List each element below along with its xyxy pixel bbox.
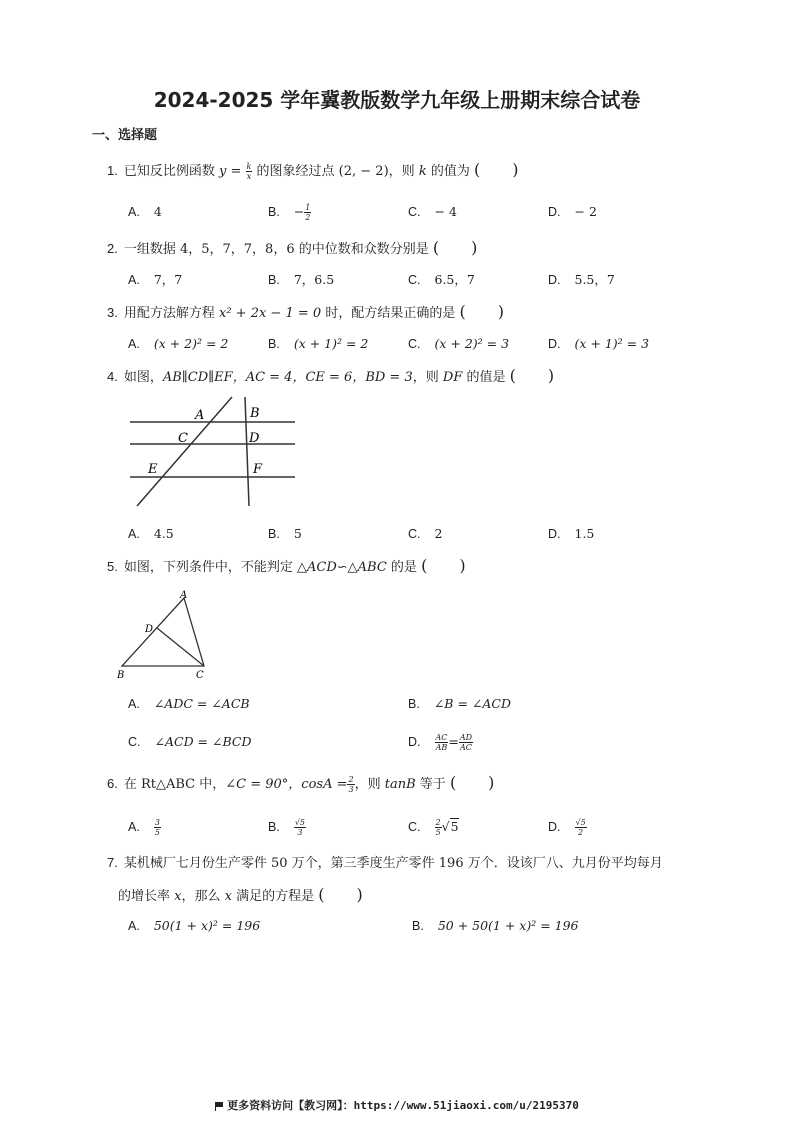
option-b: B. 5 — [268, 526, 302, 541]
transversal-bdf — [245, 397, 249, 506]
answer-blank: ( ) — [474, 160, 519, 179]
option-d: D. $\frac{√5}{2}$ — [548, 818, 586, 837]
label-e: E — [148, 462, 158, 477]
option-b: B. 7，6.5 — [268, 272, 335, 287]
transversal-ace — [137, 397, 232, 506]
question-7: 7. 某机械厂七月份生产零件 50 万个，第三季度生产零件 196 万个．设该厂八、九月份平均每月 — [107, 855, 663, 871]
question-2: 2. 一组数据 4，5，7，7，8，6 的中位数和众数分别是 ( ) — [107, 238, 478, 257]
label-a: A — [180, 590, 188, 601]
question-4: 4. 如图，AB∥CD∥EF，AC = 4，CE = 6，BD = 3，则 DF 的值是 ( ) — [107, 366, 555, 385]
answer-blank: ( ) — [509, 366, 555, 385]
footer-link[interactable]: 更多资料访问【教习网】：https://www.51jiaoxi.com/u/2195370 — [0, 1097, 794, 1113]
label-f: F — [253, 462, 263, 477]
label-a: A — [195, 408, 205, 423]
option-c: C. $\frac{2}{5}$ √5 — [408, 818, 459, 837]
page-title: 2024-2025 学年冀教版数学九年级上册期末综合试卷 — [153, 88, 641, 112]
option-a: A. 50(1 + x)² = 196 — [128, 918, 261, 933]
option-b: B. $\frac{√5}{3}$ — [268, 818, 305, 837]
question-5: 5. 如图，下列条件中，不能判定 △ACD∽△ABC 的是 ( ) — [107, 556, 466, 575]
question-6: 6. 在 Rt△ABC 中，∠C = 90°，cosA = $\frac{2}{3}$ ，则 tanB 等于 ( ) — [107, 773, 495, 794]
flag-icon — [215, 1102, 223, 1111]
label-c: C — [178, 431, 188, 446]
answer-blank: ( ) — [449, 773, 495, 792]
question-3: 3. 用配方法解方程 x² + 2x − 1 = 0 时，配方结果正确的是 ( ) — [107, 302, 504, 321]
label-d: D — [249, 431, 260, 446]
option-b: B. − $\frac{1}{2}$ — [268, 203, 311, 222]
fraction-k-over-x: $\frac{k}{x}$ — [246, 162, 252, 181]
option-c: C. 2 — [408, 526, 443, 541]
option-b: B. 50 + 50(1 + x)² = 196 — [412, 918, 579, 933]
question-number: 1. — [107, 163, 118, 178]
answer-blank: ( ) — [318, 885, 363, 904]
question-7-line-2: 的增长率 x，那么 x 满足的方程是 ( ) — [118, 885, 363, 904]
parallel-lines-figure — [125, 392, 300, 510]
label-b: B — [250, 406, 260, 421]
option-d: D. − 2 — [548, 204, 597, 219]
answer-blank: ( ) — [432, 238, 478, 257]
option-c: C. − 4 — [408, 204, 457, 219]
option-d: D. $\frac{AC}{AB}$ = $\frac{AD}{AC}$ — [408, 733, 473, 752]
question-1: 1. 已知反比例函数 y = $\frac{k}{x}$ 的图象经过点 (2, − 2)，则 k 的值为 ( ) — [107, 160, 519, 181]
option-a: A. $\frac{3}{5}$ — [128, 818, 160, 837]
label-c: C — [196, 670, 204, 681]
label-b: B — [117, 670, 125, 681]
option-d: D. 1.5 — [548, 526, 595, 541]
option-c: C. 6.5，7 — [408, 272, 475, 287]
segment-cd — [157, 628, 204, 666]
option-a: A. ∠ADC = ∠ACB — [128, 696, 250, 711]
option-a: A. 4.5 — [128, 526, 174, 541]
option-d: D. (x + 1)² = 3 — [548, 336, 650, 351]
option-c: C. ∠ACD = ∠BCD — [128, 734, 252, 749]
answer-blank: ( ) — [421, 556, 466, 575]
option-b: B. ∠B = ∠ACD — [408, 696, 511, 711]
option-a: A. 4 — [128, 204, 162, 219]
option-b: B. (x + 1)² = 2 — [268, 336, 369, 351]
option-a: A. 7，7 — [128, 272, 183, 287]
option-d: D. 5.5，7 — [548, 272, 615, 287]
answer-blank: ( ) — [459, 302, 504, 321]
option-a: A. (x + 2)² = 2 — [128, 336, 229, 351]
triangle-figure — [112, 588, 217, 682]
label-d: D — [145, 624, 154, 635]
section-heading: 一、选择题 — [92, 128, 158, 143]
option-c: C. (x + 2)² = 3 — [408, 336, 510, 351]
